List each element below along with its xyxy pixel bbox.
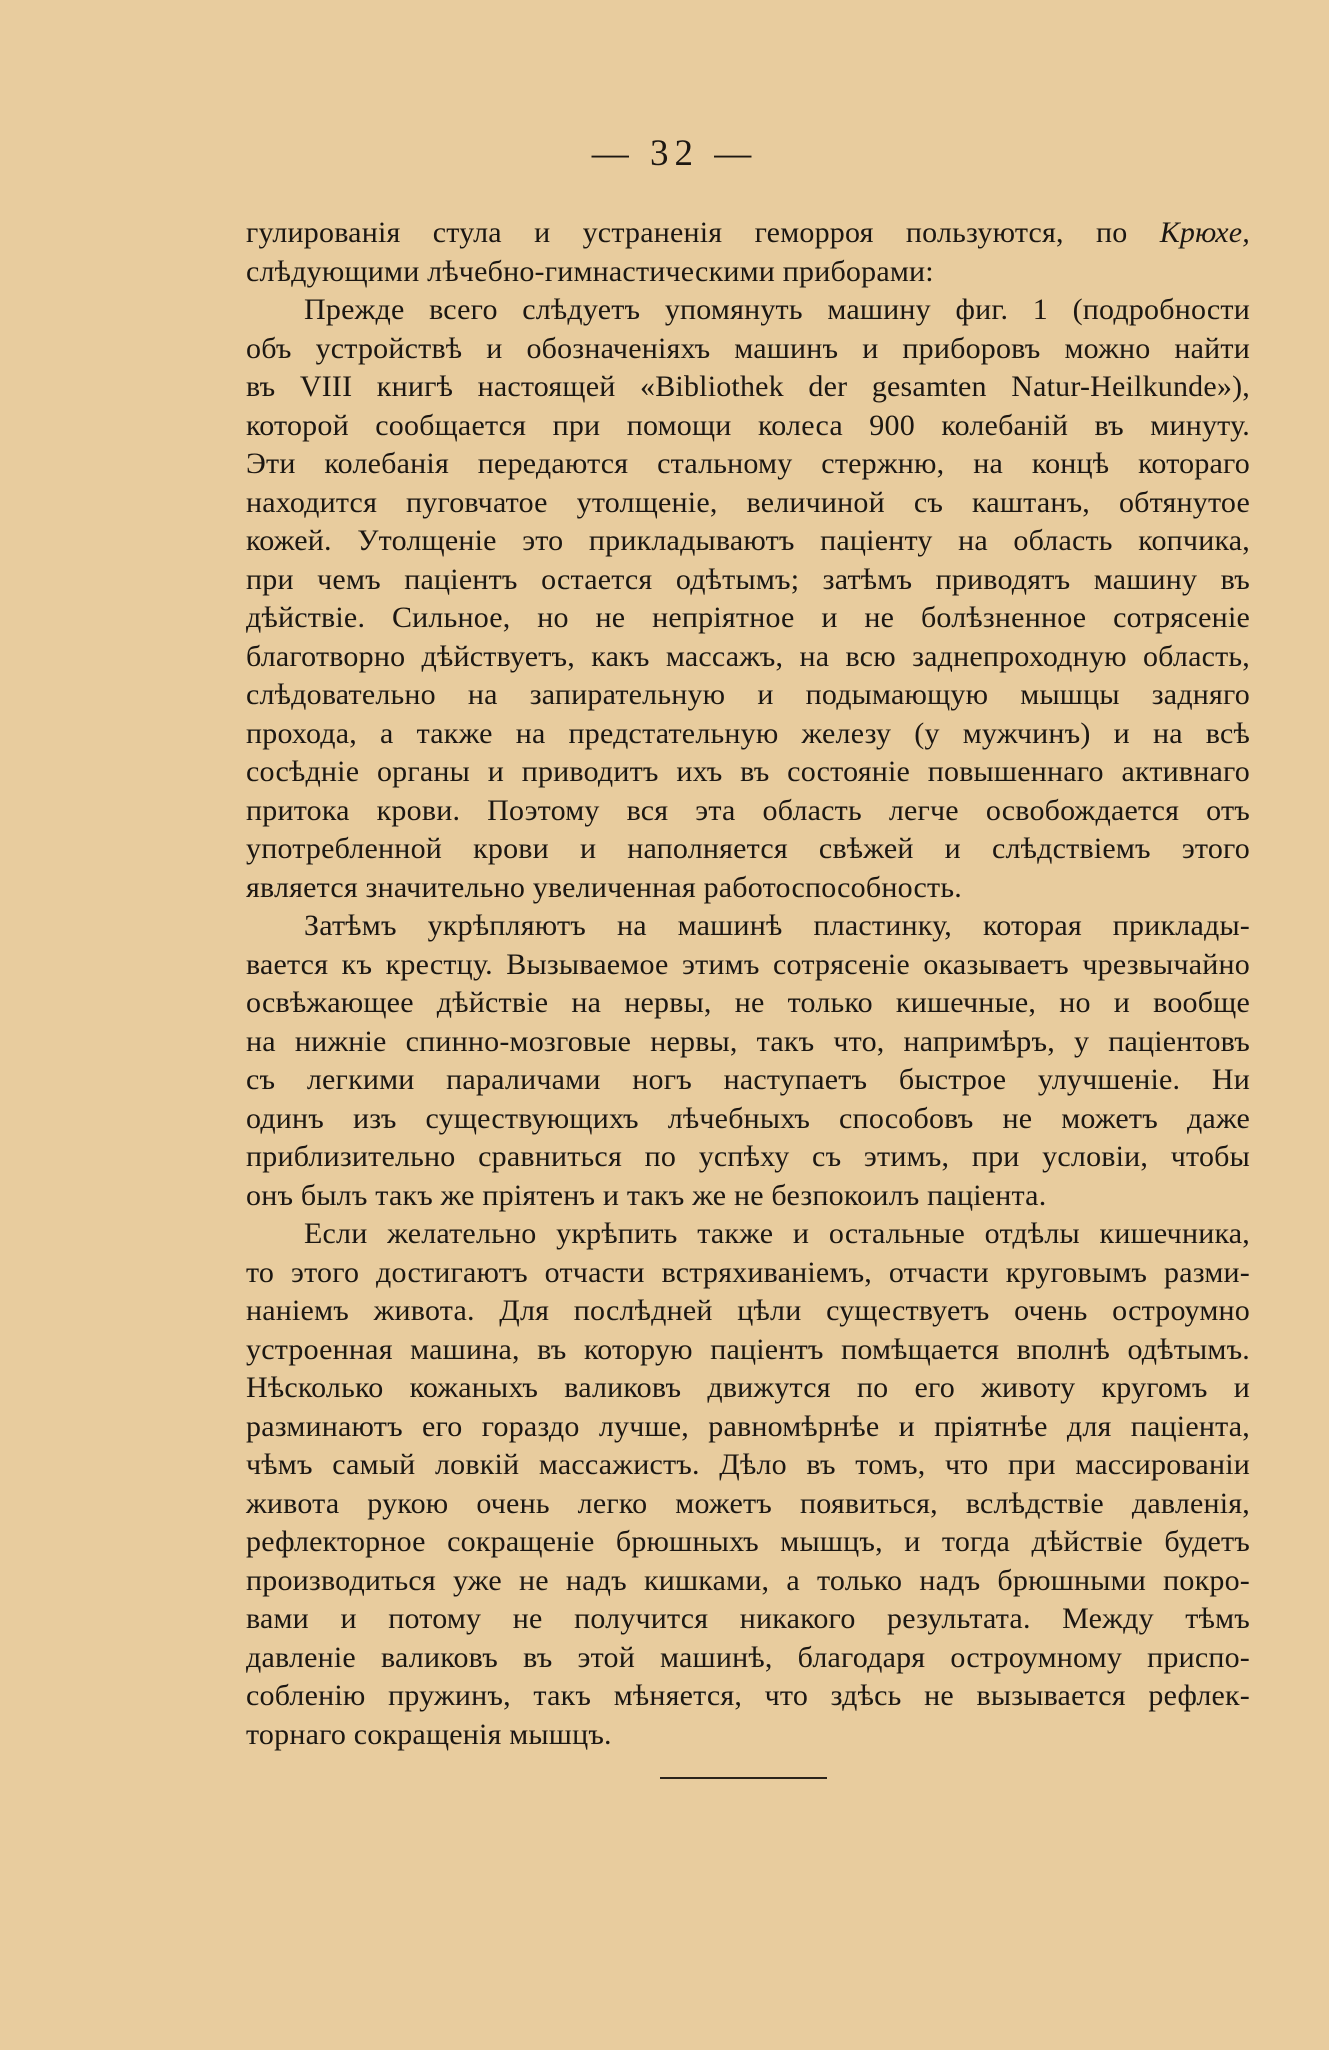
text-line-content: на нижніе спинно-мозговые нервы, такъ что, напримѣръ, у паціентовъ [246,1024,1250,1058]
text-line [246,1369,1250,1408]
text-line-content: благотворно дѣйствуетъ, какъ массажъ, на всю заднепроходную область, [246,639,1250,673]
text-line [246,599,1250,638]
text-line-content: рефлекторное сокращеніе брюшныхъ мышцъ, и тогда дѣйствіе будетъ [246,1525,1250,1558]
text-line [246,638,1250,677]
text-line-content: находится пуговчатое утолщеніе, величиной съ каштанъ, обтянутое [246,485,1250,519]
text-line-content: кожей. Утолщеніе это прикладываютъ паціенту на область копчика, [246,524,1250,557]
text-line-content: разминаютъ его гораздо лучше, равномѣрнѣе и пріятнѣе для паціента, [246,1409,1250,1443]
text-line-content: Нѣсколько кожаныхъ валиковъ движутся по его животу кругомъ и [246,1371,1250,1404]
text-line [246,869,1250,908]
text-line-content: слѣдующими лѣчебно-гимнастическими приборами: [246,254,934,288]
text-line [246,1100,1250,1139]
text-line [246,214,1250,253]
text-line [246,407,1250,446]
italic-name: Крюхе, [1159,216,1250,249]
text-line-content: давленіе валиковъ въ этой машинѣ, благодаря остроумному приспо- [246,1640,1250,1674]
text-line [246,291,1250,330]
text-line [246,1408,1250,1447]
text-line [246,1061,1250,1100]
text-line [246,1292,1250,1331]
text-line-content: Затѣмъ укрѣпляютъ на машинѣ пластинку, которая приклады- [304,909,1250,942]
text-line-content: гулированія стула и устраненія геморроя пользуются, по [246,216,1160,249]
text-line [246,1639,1250,1678]
text-line-content: съ легкими параличами ногъ наступаетъ быстрое улучшеніе. Ни [246,1063,1250,1096]
text-line-content: является значительно увеличенная работоспособность. [246,870,962,904]
text-line [246,1523,1250,1562]
text-line-content: объ устройствѣ и обозначеніяхъ машинъ и приборовъ можно найти [246,331,1250,365]
text-line [246,1562,1250,1601]
text-line-content: сосѣдніе органы и приводитъ ихъ въ состояніе повышеннаго активнаго [246,755,1250,788]
text-line [246,368,1250,407]
text-line-content: живота рукою очень легко можетъ появиться, вслѣдствіе давленія, [246,1486,1250,1520]
text-line [246,1023,1250,1062]
text-line-content: вается къ крестцу. Вызываемое этимъ сотрясеніе оказываетъ чрезвычайно [246,947,1250,981]
text-line [246,1254,1250,1293]
body-text [246,214,1250,1754]
page-number: — 32 — [591,133,758,174]
text-line-content: одинъ изъ существующихъ лѣчебныхъ способовъ не можетъ даже [246,1101,1250,1135]
text-line [246,561,1250,600]
text-line-content: дѣйствіе. Сильное, но не непріятное и не болѣзненное сотрясеніе [246,601,1250,634]
text-line-content: собленію пружинъ, такъ мѣняется, что здѣсь не вызывается рефлек- [246,1679,1250,1712]
text-line [246,984,1250,1023]
text-line [246,1485,1250,1524]
text-line [246,715,1250,754]
text-line [246,1600,1250,1639]
text-line [246,1677,1250,1716]
text-line-content: притока крови. Поэтому вся эта область легче освобождается отъ [246,793,1250,827]
text-line [246,445,1250,484]
text-line-content: при чемъ паціентъ остается одѣтымъ; затѣмъ приводятъ машину въ [246,562,1250,596]
text-line-content: прохода, а также на предстательную железу (у мужчинъ) и на всѣ [246,716,1250,750]
text-line [246,830,1250,869]
text-line-content: въ VIII книгѣ настоящей «Bibliothek der gesamten Natur-Heilkunde»), [246,370,1250,403]
end-divider [660,1777,827,1779]
text-line-content: онъ былъ такъ же пріятенъ и такъ же не безпокоилъ паціента. [246,1178,1047,1212]
text-line [246,1446,1250,1485]
text-line-content: производиться уже не надъ кишками, а только надъ брюшными покро- [246,1563,1250,1597]
text-line-content: Эти колебанія передаются стальному стержню, на концѣ котораго [246,447,1250,480]
text-line [246,1331,1250,1370]
text-line-content: слѣдовательно на запирательную и подымающую мышцы задняго [246,678,1250,711]
text-line [246,253,1250,292]
text-line [246,792,1250,831]
text-line [246,907,1250,946]
text-line-content: вами и потому не получится никакого результата. Между тѣмъ [246,1602,1250,1635]
text-line [246,522,1250,561]
text-line [246,1138,1250,1177]
text-line-content: которой сообщается при помощи колеса 900 колебаній въ минуту. [246,408,1250,442]
text-line-content: чѣмъ самый ловкій массажистъ. Дѣло въ томъ, что при массированіи [246,1448,1250,1481]
text-line [246,753,1250,792]
text-line [246,676,1250,715]
text-line-content: наніемъ живота. Для послѣдней цѣли существуетъ очень остроумно [246,1294,1250,1327]
text-line [246,946,1250,985]
text-line-content: торнаго сокращенія мышцъ. [246,1717,612,1751]
text-line-content: освѣжающее дѣйствіе на нервы, не только кишечные, но и вообще [246,986,1250,1019]
text-line-content: употребленной крови и наполняется свѣжей и слѣдствіемъ этого [246,832,1250,865]
paragraph-text [246,214,1250,1754]
text-line [246,330,1250,369]
text-line [246,1177,1250,1216]
text-line-content: Прежде всего слѣдуетъ упомянуть машину фиг. 1 (подробности [304,293,1250,326]
text-line [246,484,1250,523]
text-line-content: Если желательно укрѣпить также и остальные отдѣлы кишечника, [304,1217,1250,1250]
text-line-content: устроенная машина, въ которую паціентъ помѣщается вполнѣ одѣтымъ. [246,1332,1250,1366]
text-line [246,1716,1250,1755]
text-line [246,1215,1250,1254]
text-line-content: то этого достигаютъ отчасти встряхиваніемъ, отчасти круговымъ разми- [246,1255,1250,1289]
text-line-content: приблизительно сравниться по успѣху съ этимъ, при условіи, чтобы [246,1140,1250,1173]
